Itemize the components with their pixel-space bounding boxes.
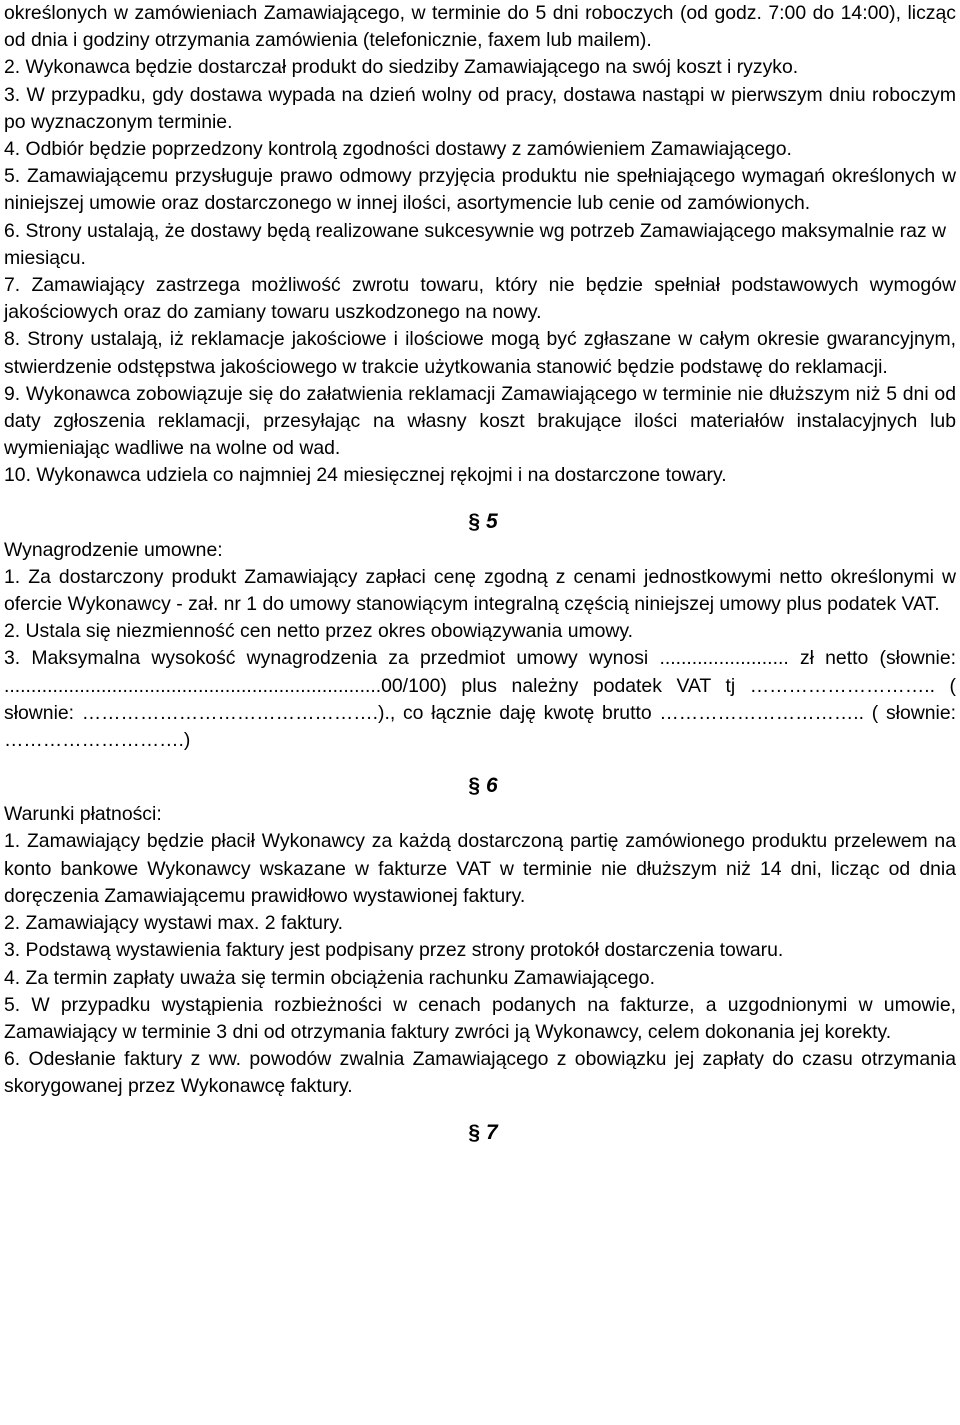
clause-6-4: 4. Za termin zapłaty uważa się termin obciążenia rachunku Zamawiającego. xyxy=(4,966,655,989)
section-gap xyxy=(4,754,956,771)
section-5-heading xyxy=(4,507,956,537)
section-7-heading xyxy=(4,1118,956,1148)
section-number: 6 xyxy=(486,774,498,798)
paragraph-continuation: określonych w zamówieniach Zamawiającego, w terminie do 5 dni roboczych (od godz. 7:00 do 14:00), licząc od dnia i godziny otrzymania zamówienia (telefonicznie, faxem lub mailem). xyxy=(4,2,956,52)
clause-6-2: 2. Zamawiający wystawi max. 2 faktury. xyxy=(4,912,344,935)
section-number: 5 xyxy=(486,509,498,533)
clause-4-8: 8. Strony ustalają, iż reklamacje jakościowe i ilościowe mogą być zgłaszane w całym okresie gwarancyjnym, stwierdzenie odstępstwa jakościowego w trakcie użytkowania stanowić będzie podstawę do reklamacji. xyxy=(4,328,956,378)
clause-4-9: 9. Wykonawca zobowiązuje się do załatwienia reklamacji Zamawiającego w terminie nie dłuższym niż 5 dni od daty zgłoszenia reklamacji, przesyłając na własny koszt brakujące ilości materiałów instalacyjnych lub wymieniając wadliwe na wolne od wad. xyxy=(4,382,956,460)
clause-5-3: 3. Maksymalna wysokość wynagrodzenia za przedmiot umowy wynosi ........................ zł netto (słownie: ......................................................................00/100) plus należny podatek VAT tj ……………………….. ( słownie: ……………………………………….)., co łącznie daję kwotę brutto ………………………….. ( słownie: ……………………….) xyxy=(4,647,956,752)
clause-6-1: 1. Zamawiający będzie płacił Wykonawcy za każdą dostarczoną partię zamówionego produktu przelewem na konto bankowe Wykonawcy wskazane w fakturze VAT w terminie nie dłuższym niż 14 dni, licząc od dnia doręczenia Zamawiającemu prawidłowo wystawionej faktury. xyxy=(4,830,956,907)
section-5-title: Wynagrodzenie umowne: xyxy=(4,538,223,561)
section-6-title: Warunki płatności: xyxy=(4,803,162,826)
clause-6-6: 6. Odesłanie faktury z ww. powodów zwalnia Zamawiającego z obowiązku jej zapłaty do czasu otrzymania skorygowanej przez Wykonawcę faktury. xyxy=(4,1048,956,1098)
document-page xyxy=(4,0,956,1148)
section-gap xyxy=(4,1101,956,1118)
section-symbol: § xyxy=(468,774,480,798)
clause-5-1: 1. Za dostarczony produkt Zamawiający zapłaci cenę zgodną z cenami jednostkowymi netto określonymi w ofercie Wykonawcy - zał. nr 1 do umowy stanowiącym integralną częścią niniejszej umowy plus podatek VAT. xyxy=(4,565,956,616)
clause-4-5: 5. Zamawiającemu przysługuje prawo odmowy przyjęcia produktu nie spełniającego wymagań określonych w niniejszej umowie oraz dostarczonego w innej ilości, asortymencie lub cenie od zamówionych. xyxy=(4,165,956,215)
section-number: 7 xyxy=(486,1120,498,1144)
clause-4-3: 3. W przypadku, gdy dostawa wypada na dzień wolny od pracy, dostawa nastąpi w pierwszym dniu roboczym po wyznaczonym terminie. xyxy=(4,83,956,133)
clause-6-5: 5. W przypadku wystąpienia rozbieżności w cenach podanych na fakturze, a uzgodnionymi w umowie, Zamawiający w terminie 3 dni od otrzymania faktury zwróci ją Wykonawcy, celem dokonania jej korekty. xyxy=(4,993,956,1043)
section-gap xyxy=(4,490,956,507)
section-6-heading xyxy=(4,771,956,801)
section-symbol: § xyxy=(468,509,480,533)
clause-4-7: 7. Zamawiający zastrzega możliwość zwrotu towaru, który nie będzie spełniał podstawowych wymogów jakościowych oraz do zamiany towaru uszkodzonego na nowy. xyxy=(4,274,956,324)
section-symbol: § xyxy=(468,1120,480,1144)
clause-6-3: 3. Podstawą wystawienia faktury jest podpisany przez strony protokół dostarczenia towaru. xyxy=(4,939,784,962)
clause-4-10: 10. Wykonawca udziela co najmniej 24 miesięcznej rękojmi i na dostarczone towary. xyxy=(4,464,727,487)
clause-4-2: 2. Wykonawca będzie dostarczał produkt do siedziby Zamawiającego na swój koszt i ryzyko. xyxy=(4,56,799,79)
clause-4-4: 4. Odbiór będzie poprzedzony kontrolą zgodności dostawy z zamówieniem Zamawiającego. xyxy=(4,138,792,161)
clause-4-6: 6. Strony ustalają, że dostawy będą realizowane sukcesywnie wg potrzeb Zamawiającego maksymalnie raz w miesiącu. xyxy=(4,219,946,269)
clause-5-2: 2. Ustala się niezmienność cen netto przez okres obowiązywania umowy. xyxy=(4,620,634,643)
